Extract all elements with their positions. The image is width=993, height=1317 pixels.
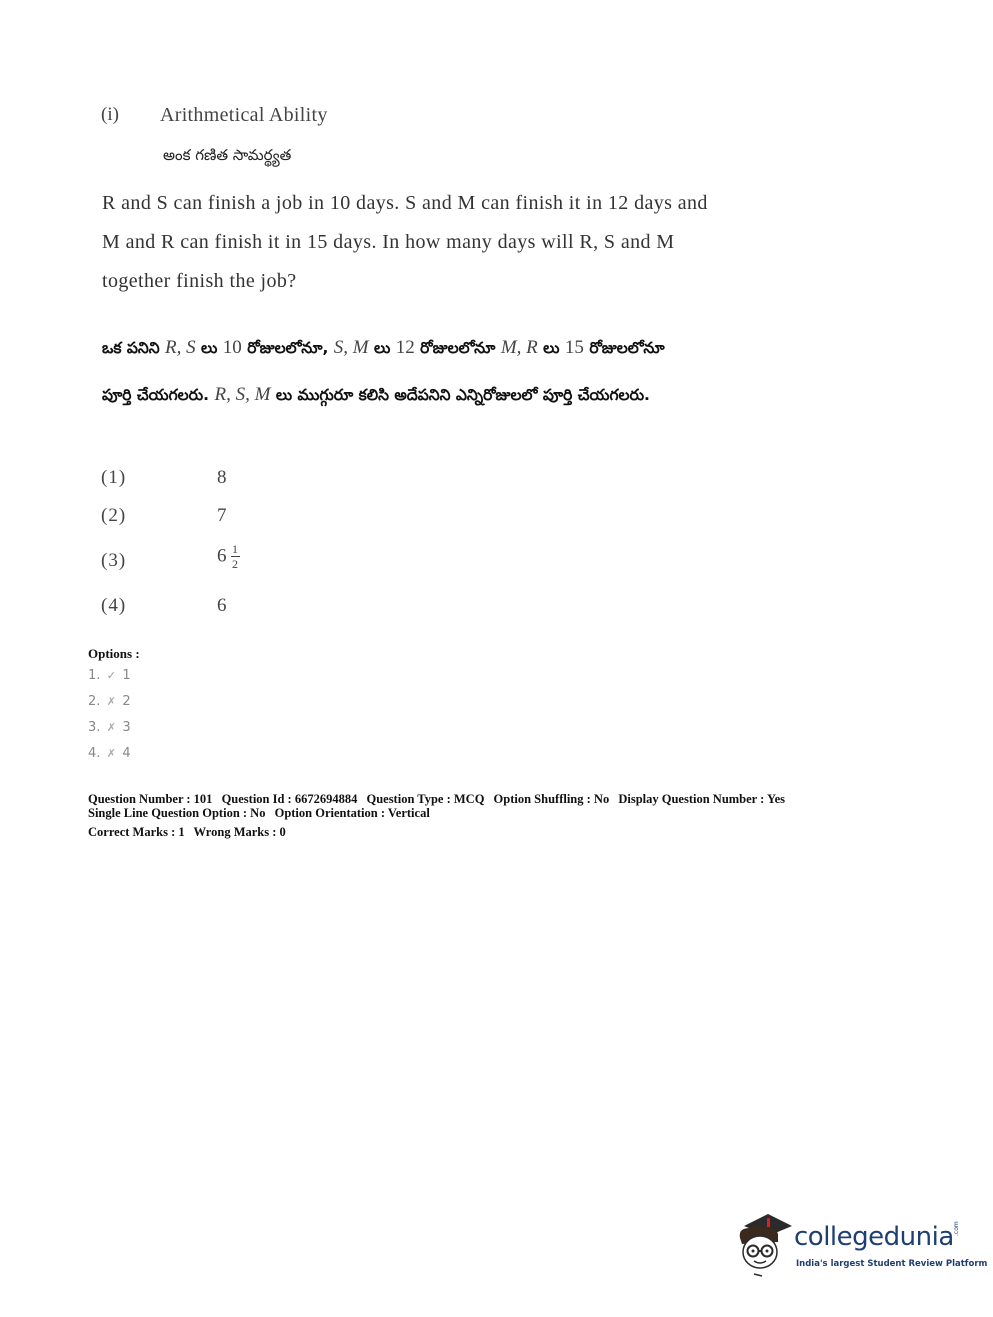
telugu-variables: S, M	[333, 337, 369, 358]
option-row	[88, 668, 131, 683]
telugu-text: లు	[201, 339, 218, 357]
question-meta-line-1	[88, 792, 791, 807]
option-shuffling: Option Shuffling : No	[493, 792, 610, 806]
option-orientation: Option Orientation : Vertical	[274, 806, 430, 820]
option-index: 3.	[88, 720, 101, 735]
option-row	[88, 746, 131, 761]
option-label: 2	[122, 694, 131, 709]
choice-number: (4)	[101, 595, 127, 616]
option-index: 1.	[88, 668, 101, 683]
question-number: Question Number : 101	[88, 792, 213, 806]
single-line-option: Single Line Question Option : No	[88, 806, 266, 820]
cross-icon: ✗	[106, 747, 117, 760]
question-telugu-line-1	[102, 337, 665, 361]
logo-suffix: .com	[953, 1221, 960, 1236]
question-english-line-3: together finish the job?	[102, 270, 297, 292]
section-title-telugu: అంక గణిత సామర్థ్యత	[163, 146, 292, 164]
question-id: Question Id : 6672694884	[221, 792, 358, 806]
choice-value: 6	[217, 595, 227, 616]
question-meta-line-2	[88, 806, 436, 821]
telugu-number: 10	[222, 337, 242, 358]
telugu-text: పూర్తి చేయగలరు.	[102, 386, 210, 404]
telugu-text: లు	[543, 339, 560, 357]
question-english-line-2: M and R can finish it in 15 days. In how many days will R, S and M	[102, 231, 675, 253]
option-row	[88, 720, 131, 735]
option-label: 1	[122, 668, 131, 683]
telugu-number: 15	[564, 337, 584, 358]
telugu-text: రోజులలోనూ,	[247, 339, 329, 357]
telugu-number: 12	[395, 337, 415, 358]
fraction-denominator: 2	[232, 557, 238, 571]
question-english-line-1: R and S can finish a job in 10 days. S and M can finish it in 12 days and	[102, 192, 708, 214]
fraction	[231, 543, 240, 570]
collegedunia-mascot-logo	[734, 1208, 796, 1280]
check-icon: ✓	[106, 669, 117, 682]
cross-icon: ✗	[106, 695, 117, 708]
choice-value: 8	[217, 467, 227, 488]
telugu-variables: R, S	[165, 337, 196, 358]
display-question-number: Display Question Number : Yes	[618, 792, 786, 806]
choice-number: (3)	[101, 550, 127, 571]
cross-icon: ✗	[106, 721, 117, 734]
telugu-variables: M, R	[500, 337, 538, 358]
choice-number: (2)	[101, 505, 127, 526]
option-index: 2.	[88, 694, 101, 709]
options-heading: Options :	[88, 646, 140, 661]
telugu-variables: R, S, M	[214, 384, 271, 405]
logo-tagline: India's largest Student Review Platform	[796, 1259, 988, 1269]
option-label: 4	[122, 746, 131, 761]
choice-value: 7	[217, 505, 227, 526]
logo-wordmark: collegedunia	[794, 1222, 954, 1252]
telugu-text: లు ముగ్గురూ కలిసి అదేపనిని ఎన్నిరోజులలో పూర్తి చేయగలరు.	[275, 386, 650, 404]
section-title: Arithmetical Ability	[160, 104, 328, 126]
question-type: Question Type : MCQ	[366, 792, 485, 806]
section-number: (i)	[101, 104, 119, 125]
correct-marks: Correct Marks : 1	[88, 825, 185, 839]
telugu-text: రోజులలోనూ	[420, 339, 496, 357]
option-row	[88, 694, 131, 709]
fraction-numerator: 1	[232, 542, 238, 556]
wrong-marks: Wrong Marks : 0	[193, 825, 286, 839]
choice-value-fraction	[217, 543, 240, 570]
telugu-text: ఒక పనిని	[102, 339, 160, 357]
fraction-whole: 6	[217, 545, 227, 567]
option-index: 4.	[88, 746, 101, 761]
choice-number: (1)	[101, 467, 127, 488]
telugu-text: లు	[373, 339, 391, 357]
question-meta-line-3	[88, 825, 292, 840]
telugu-text: రోజులలోనూ	[589, 339, 665, 357]
option-label: 3	[122, 720, 131, 735]
question-telugu-line-2	[102, 384, 650, 408]
